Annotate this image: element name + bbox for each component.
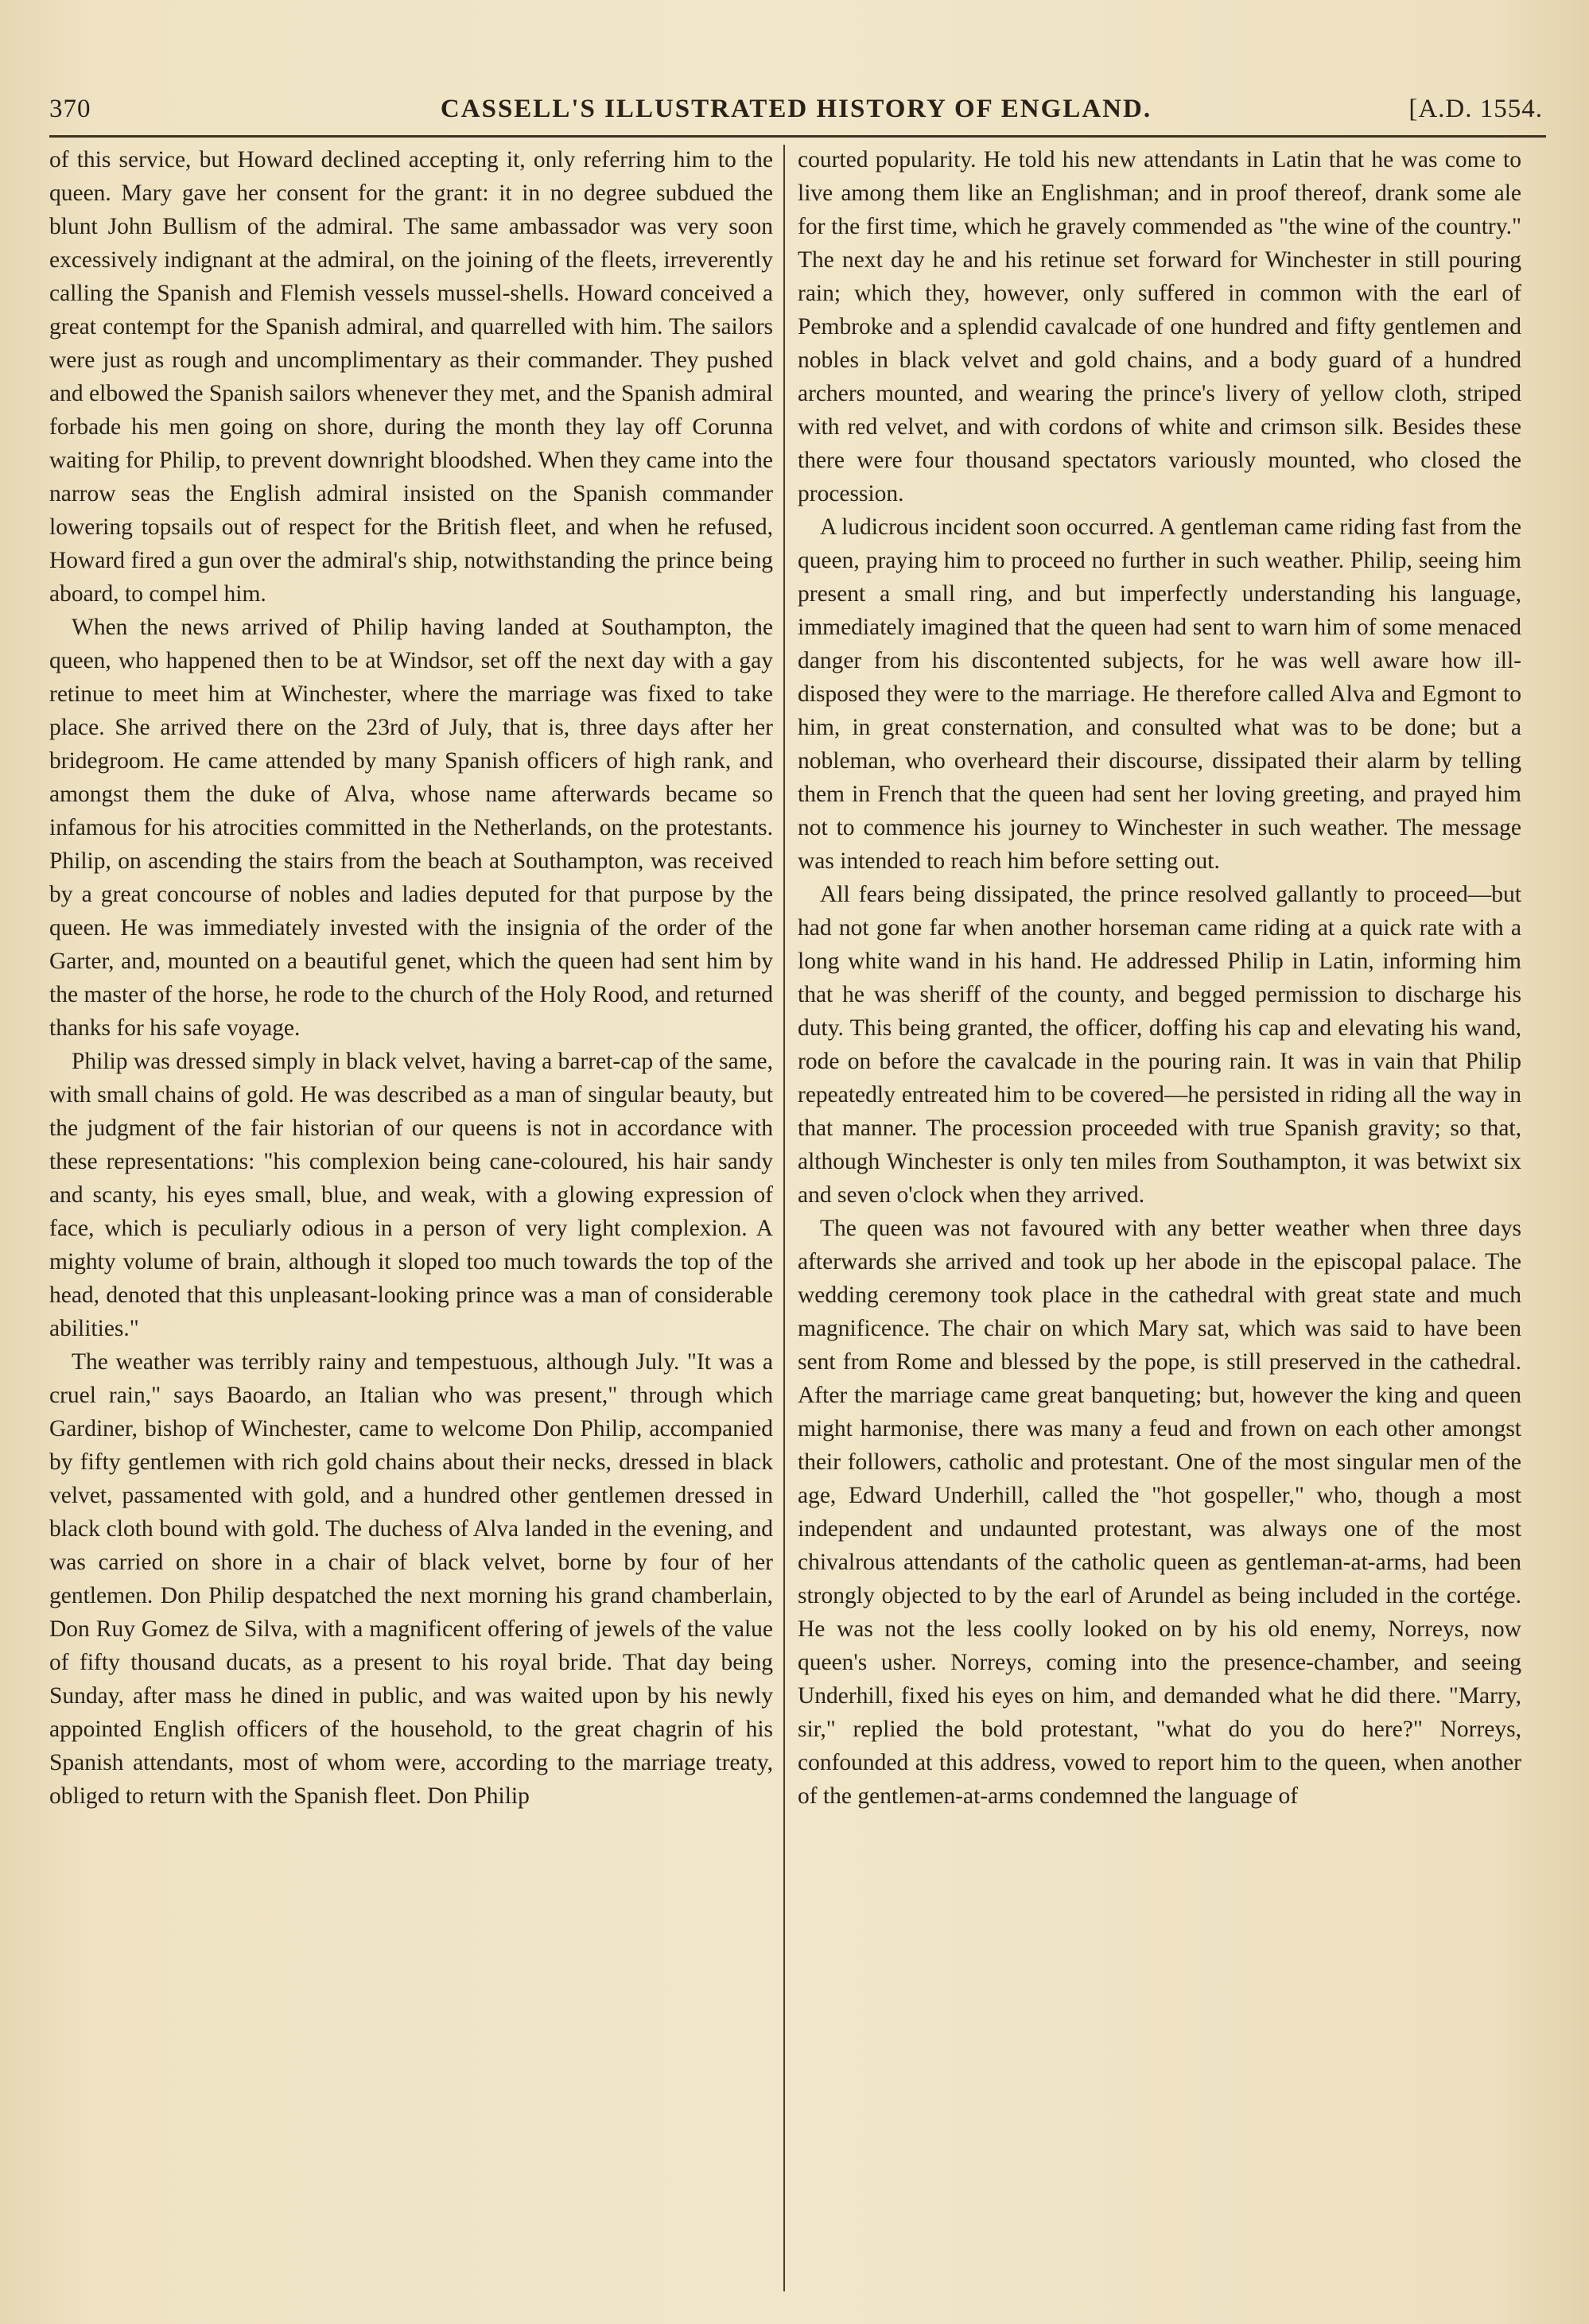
date-marker: [A.D. 1554.: [1408, 95, 1543, 123]
column-divider: [783, 145, 785, 2291]
header-rule: [49, 135, 1546, 138]
running-header: [49, 89, 1543, 129]
paragraph: The weather was terribly rainy and tempestuous, although July. "It was a cruel rain," says Baoardo, an Italian who was present," through which Gardiner, bishop of Winchester, came to welcome Don Philip, accompanied by fifty gentlemen with rich gold chains about their necks, dressed in black velvet, passamented with gold, and a hundred other gentlemen dressed in black cloth bound with gold. The duchess of Alva landed in the evening, and was carried on shore in a chair of black velvet, borne by four of her gentlemen. Don Philip despatched the next morning his grand chamberlain, Don Ruy Gomez de Silva, with a magnificent offering of jewels of the value of fifty thousand ducats, as a present to his royal bride. That day being Sunday, after mass he dined in public, and was waited upon by his newly appointed English officers of the household, to the great chagrin of his Spanish attendants, most of whom were, according to the marriage treaty, obliged to return with the Spanish fleet. Don Philip: [49, 1349, 773, 1809]
paragraph: of this service, but Howard declined accepting it, only referring him to the queen. Mary gave her consent for the grant: it in no degree subdued the blunt John Bullism of the admiral. The same ambassador was very soon excessively indignant at the admiral, on the joining of the fleets, irreverently calling the Spanish and Flemish vessels mussel-shells. Howard conceived a great contempt for the Spanish admiral, and quarrelled with him. The sailors were just as rough and uncomplimentary as their commander. They pushed and elbowed the Spanish sailors whenever they met, and the Spanish admiral forbade his men going on shore, during the month they lay off Corunna waiting for Philip, to prevent downright bloodshed. When they came into the narrow seas the English admiral insisted on the Spanish commander lowering topsails out of respect for the British fleet, and when he refused, Howard fired a gun over the admiral's ship, notwithstanding the prince being aboard, to compel him.: [49, 147, 773, 607]
paragraph: All fears being dissipated, the prince resolved gallantly to proceed—but had not gone far when another horseman came riding at a quick rate with a long white wand in his hand. He addressed Philip in Latin, informing him that he was sheriff of the county, and begged permission to discharge his duty. This being granted, the officer, doffing his cap and elevating his wand, rode on before the cavalcade in the pouring rain. It was in vain that Philip repeatedly entreated him to be covered—he persisted in riding all the way in that manner. The procession proceeded with true Spanish gravity; so that, although Winchester is only ten miles from Southampton, it was betwixt six and seven o'clock when they arrived.: [798, 882, 1521, 1208]
right-column: [798, 143, 1521, 1813]
running-title: CASSELL'S ILLUSTRATED HISTORY OF ENGLAND.: [440, 95, 1152, 123]
paragraph: When the news arrived of Philip having landed at Southampton, the queen, who happened then to be at Windsor, set off the next day with a gay retinue to meet him at Winchester, where the marriage was fixed to take place. She arrived there on the 23rd of July, that is, three days after her bridegroom. He came attended by many Spanish officers of high rank, and amongst them the duke of Alva, whose name afterwards became so infamous for his atrocities committed in the Netherlands, on the protestants. Philip, on ascending the stairs from the beach at Southampton, was received by a great concourse of nobles and ladies deputed for that purpose by the queen. He was immediately invested with the insignia of the order of the Garter, and, mounted on a beautiful genet, which the queen had sent him by the master of the horse, he rode to the church of the Holy Rood, and returned thanks for his safe voyage.: [49, 615, 773, 1041]
paragraph: The queen was not favoured with any better weather when three days afterwards she arrived and took up her abode in the episcopal palace. The wedding ceremony took place in the cathedral with great state and much magnificence. The chair on which Mary sat, which was said to have been sent from Rome and blessed by the pope, is still preserved in the cathedral. After the marriage came great banqueting; but, however the king and queen might harmonise, there was many a feud and frown on each other amongst their followers, catholic and protestant. One of the most singular men of the age, Edward Underhill, called the "hot gospeller," who, though a most independent and undaunted protestant, was always one of the most chivalrous attendants of the catholic queen as gentleman-at-arms, had been strongly objected to by the earl of Arundel as being included in the cortége. He was not the less coolly looked on by his old enemy, Norreys, now queen's usher. Norreys, coming into the presence-chamber, and seeing Underhill, fixed his eyes on him, and demanded what he did there. "Marry, sir," replied the bold protestant, "what do you do here?" Norreys, confounded at this address, vowed to report him to the queen, when another of the gentlemen-at-arms condemned the language of: [798, 1216, 1521, 1809]
left-column: [49, 143, 773, 1813]
page-number: 370: [49, 95, 91, 123]
paragraph: A ludicrous incident soon occurred. A gentleman came riding fast from the queen, praying him to proceed no further in such weather. Philip, seeing him present a small ring, and but imperfectly understanding his language, immediately imagined that the queen had sent to warn him of some menaced danger from his discontented subjects, for he was well aware how ill-disposed they were to the marriage. He therefore called Alva and Egmont to him, in great consternation, and consulted what was to be done; but a nobleman, who overheard their discourse, dissipated their alarm by telling them in French that the queen had sent her loving greeting, and prayed him not to commence his journey to Winchester in such weather. The message was intended to reach him before setting out.: [798, 514, 1521, 874]
paragraph: courted popularity. He told his new attendants in Latin that he was come to live among them like an Englishman; and in proof thereof, drank some ale for the first time, which he gravely commended as "the wine of the country." The next day he and his retinue set forward for Winchester in still pouring rain; which they, however, only suffered in common with the earl of Pembroke and a splendid cavalcade of one hundred and fifty gentlemen and nobles in black velvet and gold chains, and a body guard of a hundred archers mounted, and wearing the prince's livery of yellow cloth, striped with red velvet, and with cordons of white and crimson silk. Besides these there were four thousand spectators variously mounted, who closed the procession.: [798, 147, 1521, 506]
paragraph: Philip was dressed simply in black velvet, having a barret-cap of the same, with small chains of gold. He was described as a man of singular beauty, but the judgment of the fair historian of our queens is not in accordance with these representations: "his complexion being cane-coloured, his hair sandy and scanty, his eyes small, blue, and weak, with a glowing expression of face, which is peculiarly odious in a person of very light complexion. A mighty volume of brain, although it sloped too much towards the top of the head, denoted that this unpleasant-looking prince was a man of considerable abilities.": [49, 1049, 773, 1341]
